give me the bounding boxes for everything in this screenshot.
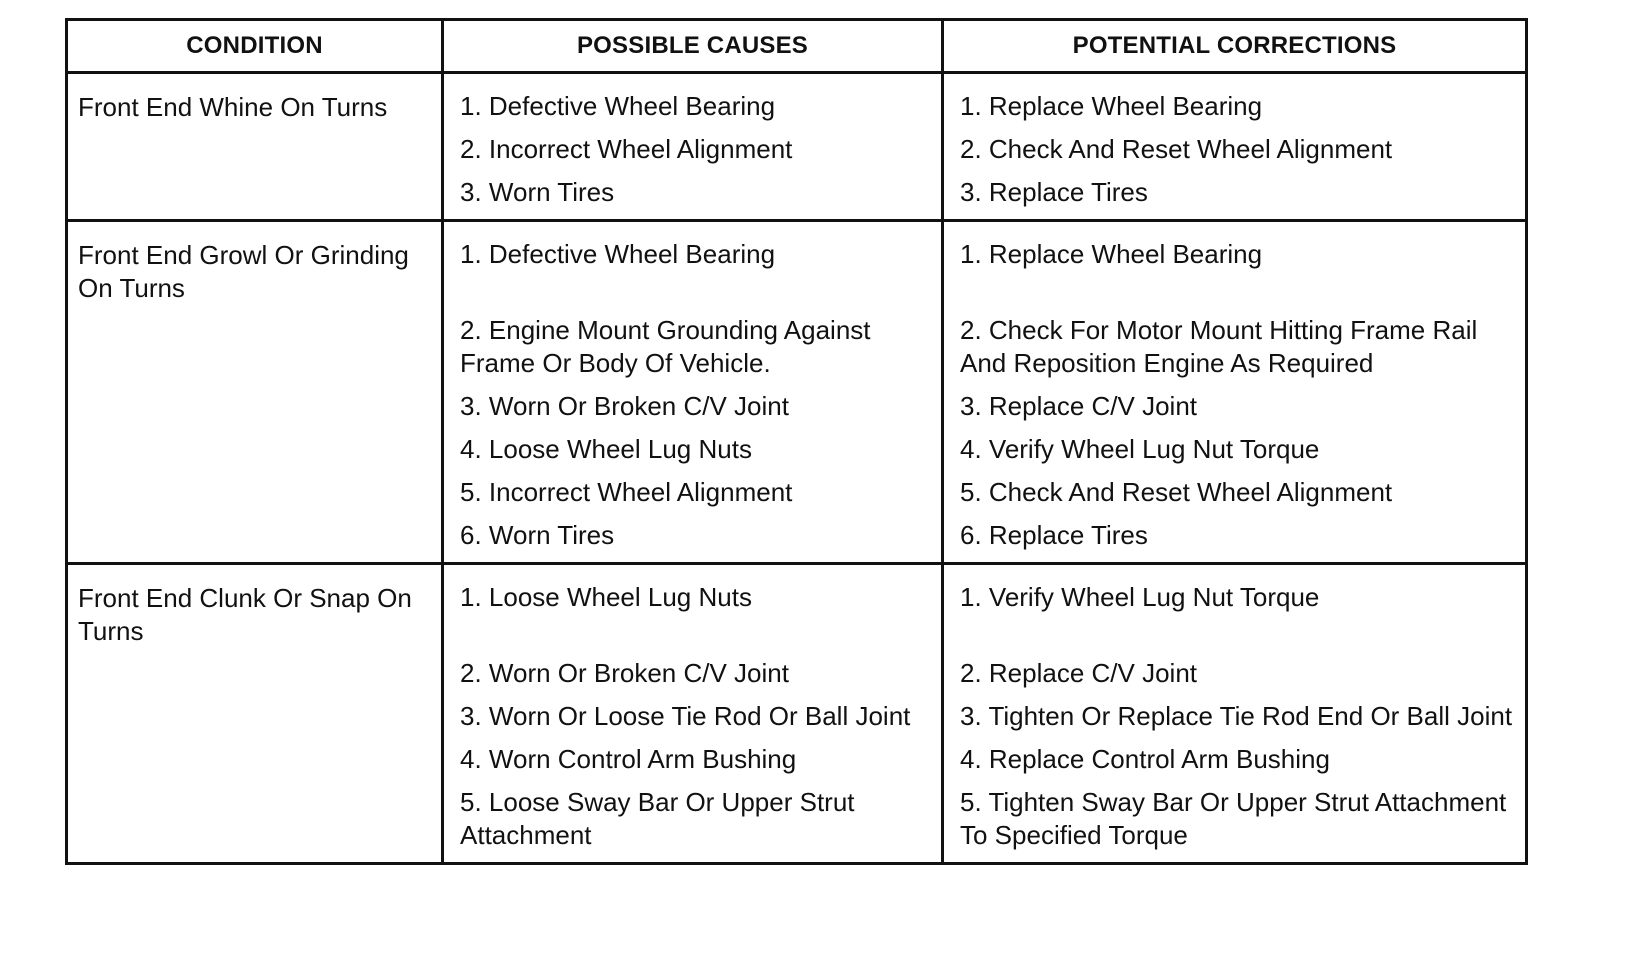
correction-item: 5. Tighten Sway Bar Or Upper Strut Attachment To Specified Torque xyxy=(960,787,1507,850)
cause-item: 4. Loose Wheel Lug Nuts xyxy=(460,434,752,464)
correction-item: 2. Check For Motor Mount Hitting Frame Rail And Reposition Engine As Required xyxy=(960,315,1478,378)
correction-item: 4. Replace Control Arm Bushing xyxy=(960,744,1330,774)
cause-item: 1. Defective Wheel Bearing xyxy=(460,91,776,121)
correction-item: 2. Check And Reset Wheel Alignment xyxy=(960,134,1393,164)
correction-item: 2. Replace C/V Joint xyxy=(960,658,1198,688)
correction-item: 3. Tighten Or Replace Tie Rod End Or Ball Joint xyxy=(960,701,1513,731)
correction-item: 6. Replace Tires xyxy=(960,520,1148,550)
correction-item: 3. Replace C/V Joint xyxy=(960,391,1198,421)
table-row xyxy=(67,221,1527,564)
cause-item: 2. Incorrect Wheel Alignment xyxy=(460,134,793,164)
table-row xyxy=(67,73,1527,221)
diagnosis-table xyxy=(65,18,1528,865)
condition-cell: Front End Growl Or Grinding On Turns xyxy=(67,221,443,564)
causes-cell xyxy=(443,221,943,564)
header-condition: CONDITION xyxy=(67,20,443,73)
causes-cell xyxy=(443,564,943,864)
correction-item: 3. Replace Tires xyxy=(960,177,1148,207)
cause-item: 2. Engine Mount Grounding Against Frame Or Body Of Vehicle. xyxy=(460,315,871,378)
cause-item: 6. Worn Tires xyxy=(460,520,615,550)
cause-item: 4. Worn Control Arm Bushing xyxy=(460,744,797,774)
cause-item: 3. Worn Tires xyxy=(460,177,615,207)
causes-cell xyxy=(443,73,943,221)
corrections-cell xyxy=(943,73,1527,221)
header-potential-corrections: POTENTIAL CORRECTIONS xyxy=(943,20,1527,73)
cause-item: 3. Worn Or Broken C/V Joint xyxy=(460,391,789,421)
table-row xyxy=(67,564,1527,864)
correction-item: 4. Verify Wheel Lug Nut Torque xyxy=(960,434,1320,464)
cause-item: 1. Defective Wheel Bearing xyxy=(460,239,776,269)
cause-item: 5. Incorrect Wheel Alignment xyxy=(460,477,793,507)
correction-item: 1. Replace Wheel Bearing xyxy=(960,239,1263,269)
cause-item: 5. Loose Sway Bar Or Upper Strut Attachment xyxy=(460,787,855,850)
header-possible-causes: POSSIBLE CAUSES xyxy=(443,20,943,73)
correction-item: 1. Verify Wheel Lug Nut Torque xyxy=(960,582,1320,612)
cause-item: 1. Loose Wheel Lug Nuts xyxy=(460,582,752,612)
header-row xyxy=(67,20,1527,73)
cause-item: 3. Worn Or Loose Tie Rod Or Ball Joint xyxy=(460,701,911,731)
condition-cell: Front End Whine On Turns xyxy=(67,73,443,221)
condition-cell: Front End Clunk Or Snap On Turns xyxy=(67,564,443,864)
corrections-cell xyxy=(943,564,1527,864)
correction-item: 5. Check And Reset Wheel Alignment xyxy=(960,477,1393,507)
correction-item: 1. Replace Wheel Bearing xyxy=(960,91,1263,121)
cause-item: 2. Worn Or Broken C/V Joint xyxy=(460,658,789,688)
corrections-cell xyxy=(943,221,1527,564)
